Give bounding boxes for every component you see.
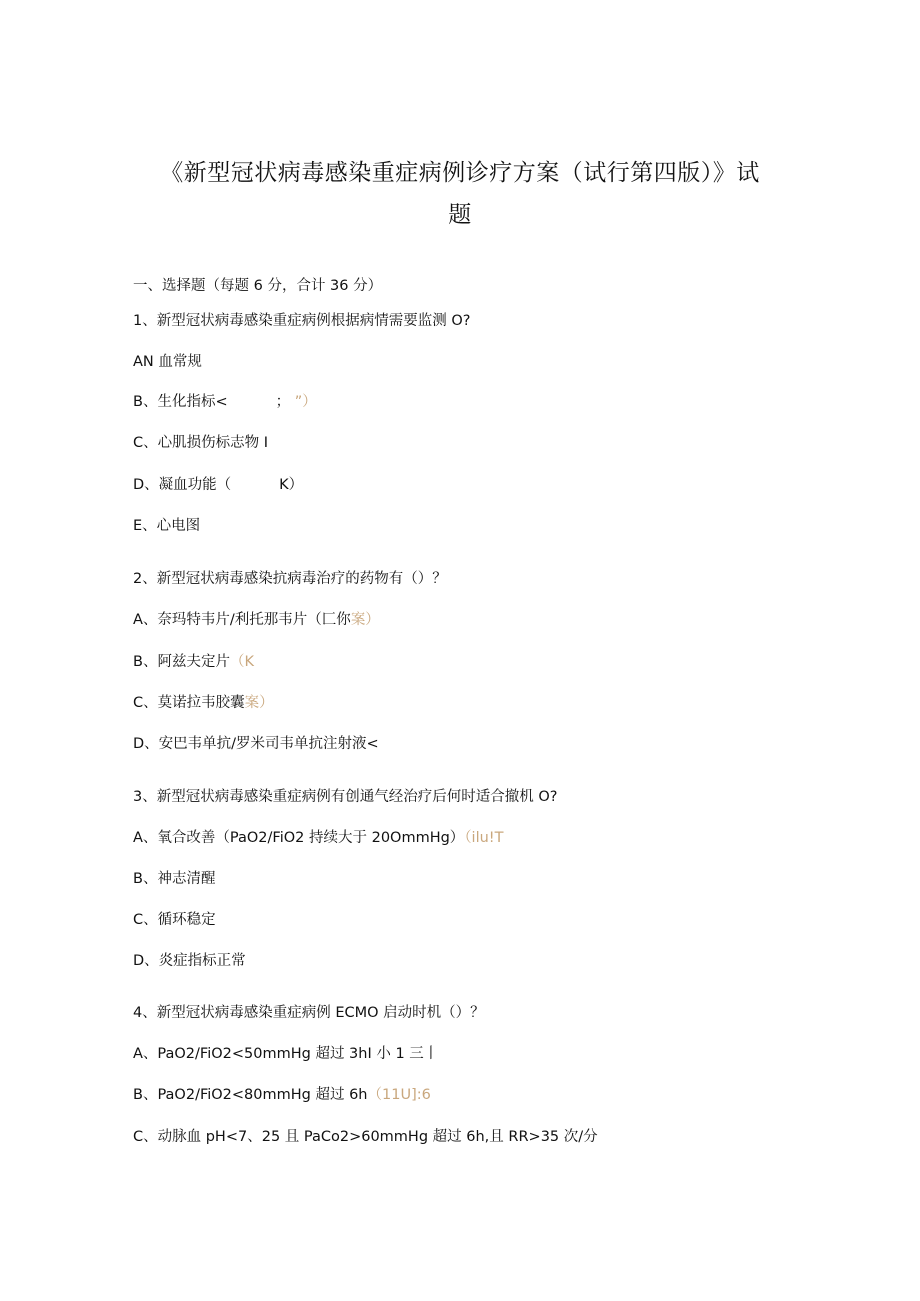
option-text: B、生化指标< <box>133 394 228 410</box>
question-4-option-c <box>133 1127 598 1147</box>
title-line-2: 题 <box>448 202 472 228</box>
question-3-option-b <box>133 869 215 889</box>
question-3-option-c <box>133 910 216 930</box>
option-tail: K） <box>279 477 304 493</box>
option-text: A、氧合改善（PaO2∕FiO2 持续大于 20OmmHg） <box>133 830 465 846</box>
question-4-option-a <box>133 1044 438 1064</box>
question-3-option-d <box>133 951 246 971</box>
option-text: C、动脉血 pH<7、25 且 PaCo2>60mmHg 超过 6h,且 RR>35 次/分 <box>133 1129 598 1145</box>
option-answer-mark: （11U]:6 <box>367 1087 431 1103</box>
option-text: D、安巴韦单抗/罗米司韦单抗注射液< <box>133 736 379 752</box>
option-text: D、炎症指标正常 <box>133 953 246 969</box>
question-2-stem: 2、新型冠状病毒感染抗病毒治疗的药物有（）？ <box>133 571 447 587</box>
question-3-option-a <box>133 828 503 848</box>
option-text: B、PaO2∕FiO2<80mmHg 超过 6h <box>133 1087 368 1103</box>
question-2-option-a <box>133 610 380 630</box>
option-text: B、神志清醒 <box>133 871 216 887</box>
option-text: D、凝血功能（ <box>133 477 232 493</box>
question-4-option-b <box>133 1085 431 1105</box>
question-1-option-c <box>133 433 268 453</box>
question-2-option-d <box>133 734 379 754</box>
option-text: A、PaO2∕FiO2<50mmHg 超过 3hI 小 1 三丨 <box>133 1046 439 1062</box>
option-answer-mark: （ilu!T <box>464 830 504 846</box>
option-text: C、循环稳定 <box>133 912 216 928</box>
option-text: AN 血常规 <box>133 354 202 370</box>
section-heading: 一、选择题（每题 6 分，合计 36 分） <box>133 278 383 294</box>
option-text: C、心肌损伤标志物 I <box>133 435 269 451</box>
document-title <box>0 152 920 236</box>
option-tail: ； <box>275 394 291 410</box>
title-line-1: 《新型冠状病毒感染重症病例诊疗方案（试行第四版）》试 <box>160 160 760 186</box>
question-1-option-e <box>133 516 200 536</box>
option-text: E、心电图 <box>133 518 201 534</box>
question-3-stem: 3、新型冠状病毒感染重症病例有创通气经治疗后何时适合撤机 O? <box>133 789 558 805</box>
question-2-option-c <box>133 693 274 713</box>
option-answer-mark: ”） <box>294 394 317 410</box>
question-1-option-a <box>133 352 202 372</box>
question-1-option-b <box>133 392 317 412</box>
option-text: A、奈玛特韦片/利托那韦片（匚你 <box>133 612 351 628</box>
option-answer-mark: （K <box>229 654 254 670</box>
option-answer-mark: 案） <box>350 612 380 628</box>
question-1-option-d <box>133 475 303 495</box>
question-4-stem: 4、新型冠状病毒感染重症病例 ECMO 启动时机（）？ <box>133 1005 485 1021</box>
option-text: C、莫诺拉韦胶囊 <box>133 695 245 711</box>
question-1-stem: 1、新型冠状病毒感染重症病例根据病情需要监测 O? <box>133 313 471 329</box>
question-2-option-b <box>133 652 254 672</box>
option-answer-mark: 案） <box>244 695 274 711</box>
option-text: B、阿兹夫定片 <box>133 654 230 670</box>
